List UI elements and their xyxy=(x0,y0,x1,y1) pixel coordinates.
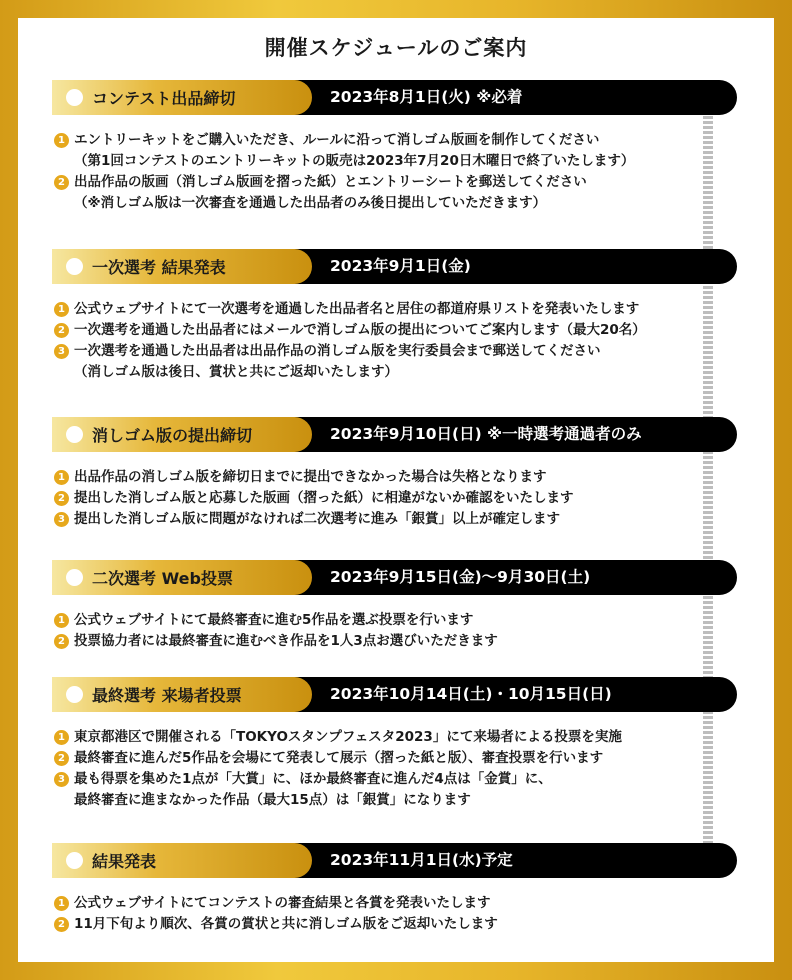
item-text: 投票協力者には最終審査に進むべき作品を1人3点お選びいただきます xyxy=(74,633,498,649)
list-item xyxy=(54,299,694,320)
section-items xyxy=(54,130,694,214)
list-item xyxy=(54,914,694,935)
section-date: 2023年10月14日(土)・10月15日(日) xyxy=(330,685,612,703)
section-label-pill xyxy=(52,249,312,284)
item-text: 一次選考を通過した出品者は出品作品の消しゴム版を実行委員会まで郵送してください xyxy=(74,343,601,359)
section-label-pill xyxy=(52,417,312,452)
section-label: 一次選考 結果発表 xyxy=(92,258,226,277)
number-badge-icon: 1 xyxy=(54,133,69,148)
section-date: 2023年9月1日(金) xyxy=(330,257,471,275)
number-badge-icon: 1 xyxy=(54,613,69,628)
list-item xyxy=(54,130,694,172)
section-label-pill xyxy=(52,80,312,115)
list-item xyxy=(54,893,694,914)
item-text: 出品作品の消しゴム版を締切日までに提出できなかった場合は失格となります xyxy=(74,469,547,485)
number-badge-icon: 2 xyxy=(54,491,69,506)
number-badge-icon: 2 xyxy=(54,751,69,766)
number-badge-icon: 1 xyxy=(54,302,69,317)
section-items xyxy=(54,893,694,935)
item-text: 最終審査に進まなかった作品（最大15点）は「銀賞」になります xyxy=(74,792,471,808)
item-text: （第1回コンテストのエントリーキットの販売は2023年7月20日木曜日で終了いたします） xyxy=(74,153,635,169)
section-date: 2023年9月10日(日) ※一時選考通過者のみ xyxy=(330,425,642,443)
item-text: （※消しゴム版は一次審査を通過した出品者のみ後日提出していただきます） xyxy=(74,195,547,211)
section-items xyxy=(54,610,694,652)
page-title: 開催スケジュールのご案内 xyxy=(264,36,528,60)
section-label: 二次選考 Web投票 xyxy=(92,569,233,588)
list-item xyxy=(54,727,694,748)
circle-bullet-icon xyxy=(66,89,83,106)
section-label-pill xyxy=(52,560,312,595)
list-item xyxy=(54,172,694,214)
list-item xyxy=(54,748,694,769)
list-item xyxy=(54,320,694,341)
number-badge-icon: 2 xyxy=(54,323,69,338)
section-label: 最終選考 来場者投票 xyxy=(92,686,242,705)
item-text: 東京都港区で開催される「TOKYOスタンプフェスタ2023」にて来場者による投票を実施 xyxy=(74,729,622,745)
section-label-pill xyxy=(52,677,312,712)
section-items xyxy=(54,727,694,811)
item-text: エントリーキットをご購入いただき、ルールに沿って消しゴム版画を制作してください xyxy=(74,132,600,148)
number-badge-icon: 2 xyxy=(54,634,69,649)
number-badge-icon: 1 xyxy=(54,730,69,745)
item-text: 公式ウェブサイトにて最終審査に進む5作品を選ぶ投票を行います xyxy=(74,612,474,628)
list-item xyxy=(54,488,694,509)
list-item xyxy=(54,769,694,811)
item-text: 最終審査に進んだ5作品を会場にて発表して展示（摺った紙と版）、審査投票を行います xyxy=(74,750,604,766)
item-text: 提出した消しゴム版と応募した版画（摺った紙）に相違がないか確認をいたします xyxy=(74,490,574,506)
item-text: （消しゴム版は後日、賞状と共にご返却いたします） xyxy=(74,364,398,380)
section-date: 2023年9月15日(金)〜9月30日(土) xyxy=(330,568,591,586)
circle-bullet-icon xyxy=(66,426,83,443)
section-items xyxy=(54,299,694,383)
timeline-track xyxy=(703,116,713,856)
number-badge-icon: 3 xyxy=(54,512,69,527)
list-item xyxy=(54,610,694,631)
circle-bullet-icon xyxy=(66,569,83,586)
section-items xyxy=(54,467,694,530)
circle-bullet-icon xyxy=(66,852,83,869)
number-badge-icon: 1 xyxy=(54,896,69,911)
number-badge-icon: 2 xyxy=(54,917,69,932)
list-item xyxy=(54,631,694,652)
number-badge-icon: 3 xyxy=(54,344,69,359)
section-label: コンテスト出品締切 xyxy=(92,89,236,108)
item-text: 出品作品の版画（消しゴム版画を摺った紙）とエントリーシートを郵送してください xyxy=(74,174,587,190)
number-badge-icon: 1 xyxy=(54,470,69,485)
section-date: 2023年11月1日(水)予定 xyxy=(330,851,513,869)
number-badge-icon: 3 xyxy=(54,772,69,787)
list-item xyxy=(54,467,694,488)
number-badge-icon: 2 xyxy=(54,175,69,190)
item-text: 最も得票を集めた1点が「大賞」に、ほか最終審査に進んだ4点は「金賞」に、 xyxy=(74,771,552,787)
item-text: 11月下旬より順次、各賞の賞状と共に消しゴム版をご返却いたします xyxy=(74,916,498,932)
section-date: 2023年8月1日(火) ※必着 xyxy=(330,88,523,106)
item-text: 公式ウェブサイトにて一次選考を通過した出品者名と居住の都道府県リストを発表いたします xyxy=(74,301,640,317)
section-label-pill xyxy=(52,843,312,878)
item-text: 提出した消しゴム版に問題がなければ二次選考に進み「銀賞」以上が確定します xyxy=(74,511,560,527)
circle-bullet-icon xyxy=(66,686,83,703)
circle-bullet-icon xyxy=(66,258,83,275)
list-item xyxy=(54,509,694,530)
section-label: 結果発表 xyxy=(92,852,157,871)
section-label: 消しゴム版の提出締切 xyxy=(92,426,253,445)
item-text: 一次選考を通過した出品者にはメールで消しゴム版の提出についてご案内します（最大20名） xyxy=(74,322,646,338)
item-text: 公式ウェブサイトにてコンテストの審査結果と各賞を発表いたします xyxy=(74,895,491,911)
list-item xyxy=(54,341,694,383)
